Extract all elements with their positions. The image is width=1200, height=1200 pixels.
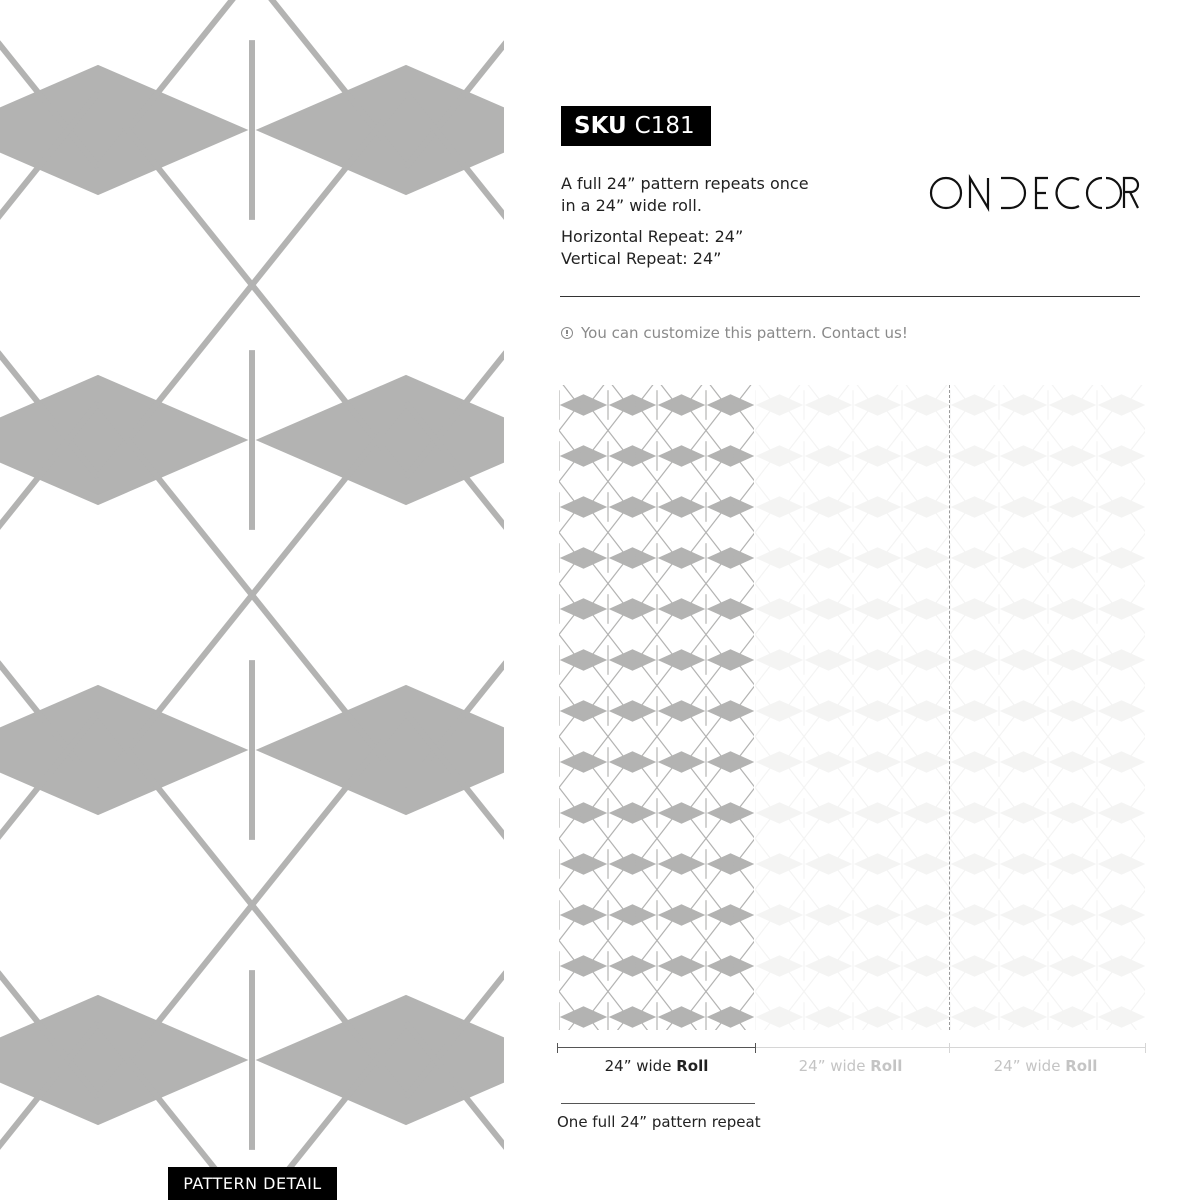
pattern-diamond	[1049, 802, 1097, 823]
pattern-diamond	[658, 802, 706, 823]
pattern-diamond	[805, 853, 853, 874]
pattern-diamond	[903, 751, 950, 772]
roll-preview-3	[950, 385, 1145, 1030]
pattern-diamond	[854, 802, 902, 823]
pattern-diamond	[903, 598, 950, 619]
rolls-preview	[559, 385, 1145, 1030]
pattern-diamond	[951, 1006, 999, 1027]
pattern-diamond	[756, 1006, 804, 1027]
pattern-diamond	[560, 394, 608, 415]
pattern-diamond	[1098, 751, 1145, 772]
pattern-diamond	[854, 394, 902, 415]
pattern-diamond	[1098, 394, 1145, 415]
pattern-diamond	[854, 649, 902, 670]
pattern-diamond	[560, 904, 608, 925]
roll-width-dimension-3	[950, 1043, 1146, 1053]
pattern-diamond	[1000, 496, 1048, 517]
pattern-diamond	[854, 445, 902, 466]
pattern-diamond	[560, 1006, 608, 1027]
sku-code: C181	[634, 113, 695, 139]
pattern-diamond	[609, 598, 657, 619]
pattern-diamond	[1098, 649, 1145, 670]
pattern-diamond	[903, 649, 950, 670]
pattern-diamond	[658, 547, 706, 568]
pattern-diamond	[854, 547, 902, 568]
pattern-diamond	[805, 445, 853, 466]
pattern-diamond	[560, 802, 608, 823]
customize-notice[interactable]	[561, 324, 908, 342]
pattern-detail-image	[0, 0, 504, 1200]
pattern-diamond	[560, 853, 608, 874]
pattern-diamond	[951, 802, 999, 823]
pattern-diamond	[854, 700, 902, 721]
pattern-diamond	[951, 904, 999, 925]
pattern-diamond	[805, 649, 853, 670]
pattern-diamond	[609, 445, 657, 466]
horizontal-repeat: Horizontal Repeat: 24”	[561, 227, 744, 246]
pattern-diamond	[560, 955, 608, 976]
pattern-diamond	[609, 496, 657, 517]
pattern-diamond	[903, 955, 950, 976]
pattern-diamond	[1000, 802, 1048, 823]
pattern-diamond	[951, 547, 999, 568]
pattern-diamond	[1049, 955, 1097, 976]
pattern-diamond	[903, 853, 950, 874]
roll-width-dimension-2	[756, 1043, 950, 1053]
pattern-diamond	[609, 955, 657, 976]
roll-width-dimension-1	[557, 1043, 756, 1053]
pattern-diamond	[1000, 751, 1048, 772]
pattern-diamond	[658, 496, 706, 517]
pattern-diamond	[1098, 1006, 1145, 1027]
roll-preview-2	[755, 385, 950, 1030]
pattern-diamond	[756, 598, 804, 619]
pattern-diamond	[658, 445, 706, 466]
pattern-diamond	[756, 802, 804, 823]
pattern-diamond	[707, 598, 754, 619]
ondecor-logo	[926, 174, 1140, 212]
pattern-tiles	[0, 0, 504, 1200]
pattern-diamond	[560, 547, 608, 568]
pattern-diamond	[756, 904, 804, 925]
pattern-diamond	[609, 751, 657, 772]
pattern-diamond	[707, 547, 754, 568]
pattern-diamond	[560, 649, 608, 670]
pattern-diamond	[1098, 445, 1145, 466]
repeat-dimension-line	[561, 1103, 755, 1104]
pattern-diamond	[805, 904, 853, 925]
pattern-diamond	[609, 394, 657, 415]
pattern-diamond	[1049, 904, 1097, 925]
pattern-diamond	[1049, 394, 1097, 415]
pattern-diamond	[951, 955, 999, 976]
pattern-diamond	[805, 598, 853, 619]
pattern-diamond	[805, 547, 853, 568]
pattern-diamond	[707, 955, 754, 976]
pattern-diamond	[1049, 700, 1097, 721]
pattern-diamond	[1049, 751, 1097, 772]
repeat-info-line-1: A full 24” pattern repeats once	[561, 174, 809, 193]
repeat-info-line-2: in a 24” wide roll.	[561, 196, 702, 215]
pattern-diamond	[1000, 700, 1048, 721]
repeat-label: One full 24” pattern repeat	[557, 1113, 761, 1131]
pattern-diamond	[1049, 853, 1097, 874]
customize-notice-text: You can customize this pattern. Contact us!	[581, 324, 908, 342]
pattern-diamond	[951, 445, 999, 466]
pattern-diamond	[854, 496, 902, 517]
pattern-diamond	[951, 598, 999, 619]
pattern-diamond	[560, 445, 608, 466]
divider	[560, 296, 1140, 297]
pattern-detail-badge: PATTERN DETAIL	[168, 1167, 337, 1200]
pattern-diamond	[609, 802, 657, 823]
pattern-tiles	[950, 385, 1145, 1030]
pattern-diamond	[560, 751, 608, 772]
pattern-diamond	[1000, 955, 1048, 976]
pattern-diamond	[658, 904, 706, 925]
pattern-diamond	[707, 802, 754, 823]
pattern-diamond	[609, 1006, 657, 1027]
pattern-diamond	[854, 751, 902, 772]
pattern-diamond	[903, 496, 950, 517]
pattern-diamond	[1000, 547, 1048, 568]
pattern-diamond	[951, 751, 999, 772]
pattern-diamond	[707, 904, 754, 925]
pattern-diamond	[560, 700, 608, 721]
pattern-diamond	[951, 649, 999, 670]
pattern-diamond	[854, 1006, 902, 1027]
pattern-diamond	[951, 853, 999, 874]
pattern-diamond	[951, 394, 999, 415]
pattern-diamond	[951, 496, 999, 517]
pattern-diamond	[658, 751, 706, 772]
pattern-diamond	[1000, 649, 1048, 670]
pattern-diamond	[1098, 598, 1145, 619]
pattern-diamond	[854, 904, 902, 925]
pattern-diamond	[756, 955, 804, 976]
pattern-diamond	[1098, 955, 1145, 976]
pattern-diamond	[560, 496, 608, 517]
pattern-diamond	[805, 700, 853, 721]
pattern-diamond	[756, 853, 804, 874]
roll-label-2: 24” wide Roll	[798, 1057, 903, 1075]
pattern-diamond	[1049, 445, 1097, 466]
info-icon	[561, 327, 573, 339]
pattern-diamond	[1000, 1006, 1048, 1027]
pattern-diamond	[609, 700, 657, 721]
pattern-diamond	[707, 853, 754, 874]
pattern-diamond	[609, 649, 657, 670]
pattern-diamond	[756, 547, 804, 568]
pattern-diamond	[1049, 496, 1097, 517]
pattern-diamond	[903, 700, 950, 721]
pattern-diamond	[609, 547, 657, 568]
pattern-diamond	[707, 751, 754, 772]
pattern-tiles	[755, 385, 950, 1030]
pattern-diamond	[707, 445, 754, 466]
pattern-diamond	[658, 955, 706, 976]
pattern-diamond	[609, 904, 657, 925]
pattern-diamond	[903, 904, 950, 925]
pattern-diamond	[756, 700, 804, 721]
pattern-diamond	[707, 649, 754, 670]
sku-label: SKU	[574, 113, 627, 139]
pattern-diamond	[903, 1006, 950, 1027]
pattern-diamond	[756, 649, 804, 670]
pattern-diamond	[658, 853, 706, 874]
pattern-diamond	[1098, 547, 1145, 568]
pattern-diamond	[805, 1006, 853, 1027]
pattern-diamond	[756, 445, 804, 466]
pattern-diamond	[854, 955, 902, 976]
pattern-diamond	[1049, 598, 1097, 619]
pattern-diamond	[903, 445, 950, 466]
pattern-diamond	[1000, 445, 1048, 466]
pattern-diamond	[1098, 496, 1145, 517]
pattern-diamond	[805, 496, 853, 517]
pattern-diamond	[707, 1006, 754, 1027]
pattern-diamond	[854, 853, 902, 874]
pattern-diamond	[805, 802, 853, 823]
pattern-diamond	[658, 649, 706, 670]
pattern-diamond	[1049, 1006, 1097, 1027]
vertical-repeat: Vertical Repeat: 24”	[561, 249, 722, 268]
pattern-diamond	[658, 394, 706, 415]
pattern-diamond	[1000, 853, 1048, 874]
roll-label-1: 24” wide Roll	[604, 1057, 709, 1075]
pattern-diamond	[756, 394, 804, 415]
roll-preview-1	[559, 385, 754, 1030]
pattern-diamond	[707, 394, 754, 415]
pattern-diamond	[609, 853, 657, 874]
pattern-diamond	[1049, 649, 1097, 670]
pattern-diamond	[1098, 853, 1145, 874]
pattern-diamond	[658, 598, 706, 619]
pattern-diamond	[1000, 394, 1048, 415]
pattern-diamond	[903, 394, 950, 415]
pattern-diamond	[805, 394, 853, 415]
pattern-diamond	[903, 547, 950, 568]
pattern-diamond	[805, 751, 853, 772]
sku-badge	[561, 106, 711, 146]
roll-separator	[949, 385, 950, 1030]
pattern-diamond	[707, 700, 754, 721]
pattern-diamond	[805, 955, 853, 976]
pattern-diamond	[1049, 547, 1097, 568]
pattern-detail-panel	[0, 0, 504, 1200]
pattern-diamond	[560, 598, 608, 619]
pattern-diamond	[1098, 700, 1145, 721]
pattern-diamond	[1098, 904, 1145, 925]
pattern-diamond	[658, 700, 706, 721]
pattern-diamond	[903, 802, 950, 823]
pattern-diamond	[854, 598, 902, 619]
pattern-tiles	[559, 385, 754, 1030]
pattern-diamond	[1000, 904, 1048, 925]
pattern-diamond	[756, 496, 804, 517]
pattern-diamond	[707, 496, 754, 517]
roll-label-3: 24” wide Roll	[993, 1057, 1098, 1075]
pattern-diamond	[658, 1006, 706, 1027]
pattern-diamond	[1000, 598, 1048, 619]
pattern-diamond	[951, 700, 999, 721]
pattern-diamond	[756, 751, 804, 772]
pattern-diamond	[1098, 802, 1145, 823]
